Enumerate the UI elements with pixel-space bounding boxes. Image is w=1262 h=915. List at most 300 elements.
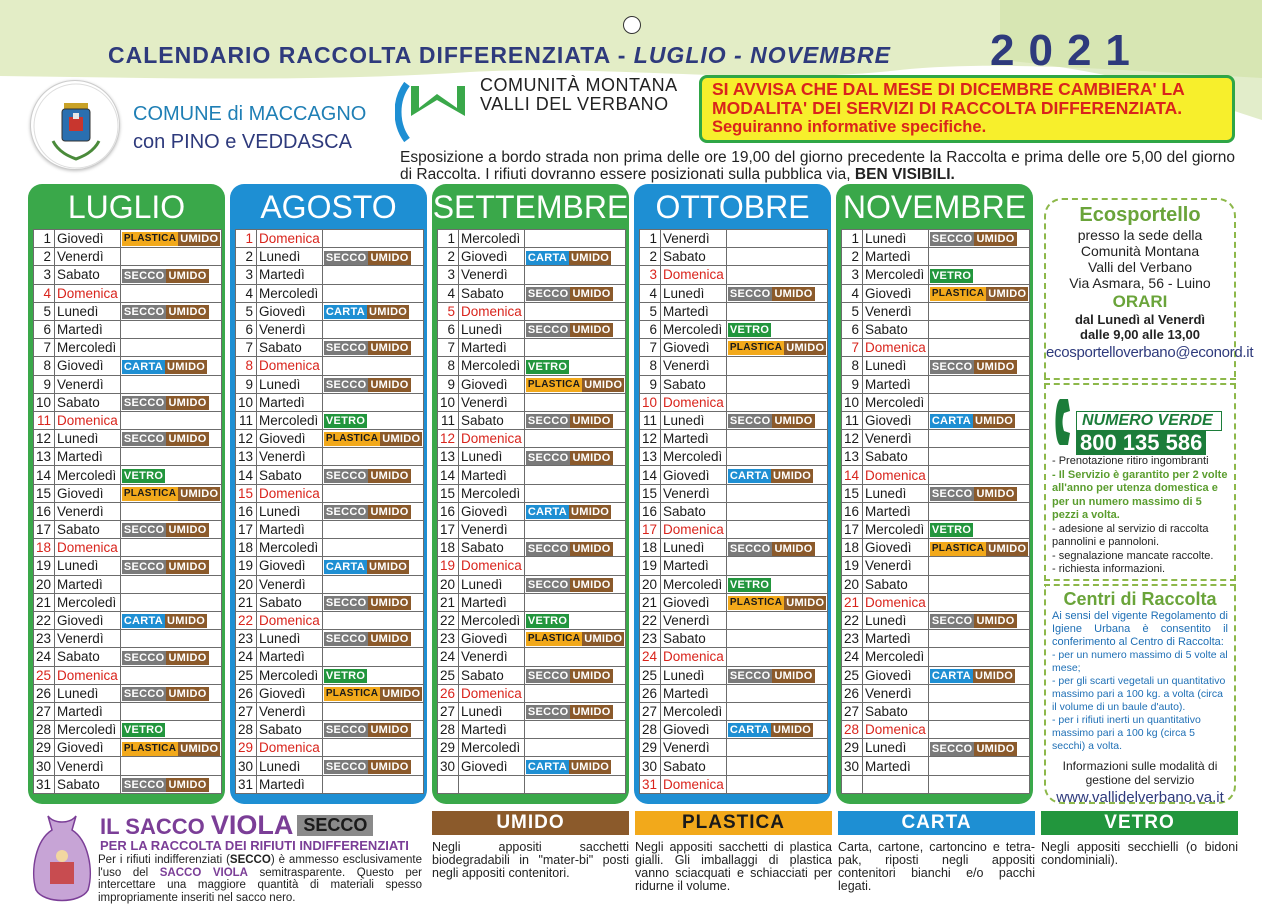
day-number: 1 — [842, 230, 863, 248]
day-number: 18 — [236, 539, 257, 557]
day-row — [640, 593, 828, 611]
weekday: Venerdì — [661, 357, 727, 375]
weekday: Lunedì — [661, 539, 727, 557]
day-row — [34, 702, 222, 720]
collection-cell — [726, 320, 828, 338]
weekday: Giovedì — [459, 248, 525, 266]
month-agosto — [230, 184, 427, 804]
secco-tag: SECCO — [931, 233, 973, 246]
collection-cell — [120, 502, 222, 520]
collection-cell — [726, 502, 828, 520]
day-row — [438, 284, 626, 302]
day-number: 14 — [640, 466, 661, 484]
weekday: Lunedì — [459, 575, 525, 593]
collection-cell — [120, 357, 222, 375]
weekday: Venerdì — [459, 393, 525, 411]
day-row — [34, 575, 222, 593]
weekday: Giovedì — [661, 721, 727, 739]
secco-tag: SECCO — [527, 706, 569, 719]
day-row — [640, 393, 828, 411]
day-number: 3 — [640, 266, 661, 284]
collection-cell — [120, 320, 222, 338]
weekday: Lunedì — [257, 375, 323, 393]
eco-email-link[interactable]: ecosportelloverbano@econord.it — [1046, 344, 1254, 361]
weekday: Venerdì — [55, 757, 121, 775]
day-row — [640, 448, 828, 466]
vetro-tag: VETRO — [931, 269, 972, 282]
day-row — [438, 539, 626, 557]
numero-verde-box — [1044, 383, 1236, 581]
day-row — [34, 757, 222, 775]
weekday: Giovedì — [459, 375, 525, 393]
weekday: Domenica — [55, 539, 121, 557]
umido-tag: UMIDO — [382, 433, 421, 446]
day-row — [236, 430, 424, 448]
umido-tag: UMIDO — [976, 360, 1015, 373]
umido-tag: UMIDO — [168, 524, 207, 537]
day-row — [34, 375, 222, 393]
day-row — [236, 721, 424, 739]
weekday: Lunedì — [459, 320, 525, 338]
day-row — [640, 430, 828, 448]
sacco-title: IL SACCO VIOLA SECCO — [100, 810, 373, 841]
day-row — [640, 466, 828, 484]
collection-cell — [322, 448, 424, 466]
day-number: 3 — [34, 266, 55, 284]
vetro-tag: VETRO — [931, 524, 972, 537]
day-number: 12 — [438, 430, 459, 448]
day-row — [236, 521, 424, 539]
day-row — [34, 557, 222, 575]
weekday: Sabato — [257, 721, 323, 739]
weekday: Lunedì — [863, 357, 929, 375]
weekday: Giovedì — [863, 539, 929, 557]
secco-tag: SECCO — [931, 360, 973, 373]
weekday: Martedì — [863, 375, 929, 393]
collection-cell — [928, 266, 1030, 284]
weekday: Mercoledì — [55, 466, 121, 484]
weekday: Giovedì — [661, 593, 727, 611]
weekday: Domenica — [257, 484, 323, 502]
secco-tag: SECCO — [527, 451, 569, 464]
collection-cell — [524, 757, 626, 775]
day-row — [640, 484, 828, 502]
collection-cell — [322, 284, 424, 302]
weekday: Mercoledì — [459, 230, 525, 248]
day-row — [842, 775, 1030, 793]
day-number: 17 — [438, 521, 459, 539]
weekday: Giovedì — [55, 611, 121, 629]
vetro-tag: VETRO — [123, 469, 164, 482]
day-row — [640, 721, 828, 739]
weekday: Venerdì — [661, 611, 727, 629]
day-number: 20 — [842, 575, 863, 593]
secco-tag: SECCO — [325, 251, 367, 264]
collection-cell — [524, 521, 626, 539]
collection-cell — [726, 593, 828, 611]
day-number: 7 — [438, 339, 459, 357]
month-table — [235, 229, 424, 794]
weekday: Mercoledì — [459, 484, 525, 502]
collection-cell — [524, 339, 626, 357]
carta-tag: CARTA — [931, 669, 971, 682]
day-number: 23 — [842, 630, 863, 648]
day-number: 5 — [438, 302, 459, 320]
day-row — [236, 539, 424, 557]
day-row — [236, 575, 424, 593]
weekday: Lunedì — [459, 702, 525, 720]
day-number: 3 — [842, 266, 863, 284]
collection-cell — [120, 666, 222, 684]
umido-tag: UMIDO — [370, 597, 409, 610]
collection-cell — [120, 430, 222, 448]
collection-cell — [120, 339, 222, 357]
day-number: 29 — [34, 739, 55, 757]
day-number: 16 — [236, 502, 257, 520]
day-row — [236, 484, 424, 502]
day-row — [438, 684, 626, 702]
collection-cell — [726, 411, 828, 429]
day-row — [236, 375, 424, 393]
website-link[interactable]: www.vallidelverbano.va.it — [1056, 789, 1224, 806]
weekday: Venerdì — [661, 739, 727, 757]
day-row — [34, 502, 222, 520]
secco-tag: SECCO — [527, 669, 569, 682]
weekday: Lunedì — [661, 666, 727, 684]
secco-tag: SECCO — [325, 633, 367, 646]
plastica-tag: PLASTICA — [123, 487, 177, 499]
day-row — [236, 248, 424, 266]
day-row — [640, 284, 828, 302]
nv-item: - adesione al servizio di raccolta pannolini e pannoloni. — [1052, 522, 1209, 548]
day-number: 4 — [842, 284, 863, 302]
day-number: 24 — [34, 648, 55, 666]
day-number: 15 — [236, 484, 257, 502]
day-row — [438, 630, 626, 648]
month-title: NOVEMBRE — [842, 189, 1027, 225]
plastica-tag: PLASTICA — [123, 742, 177, 754]
weekday: Martedì — [661, 302, 727, 320]
collection-cell — [322, 393, 424, 411]
day-number: 2 — [842, 248, 863, 266]
umido-tag: UMIDO — [167, 360, 206, 373]
day-row — [236, 775, 424, 793]
weekday: Sabato — [55, 266, 121, 284]
day-row — [34, 411, 222, 429]
day-row — [236, 339, 424, 357]
collection-cell — [524, 557, 626, 575]
secco-tag: SECCO — [527, 542, 569, 555]
numero-verde-number[interactable]: 800 135 586 — [1076, 431, 1206, 455]
weekday: Giovedì — [55, 357, 121, 375]
day-number: 18 — [34, 539, 55, 557]
day-row — [438, 721, 626, 739]
nv-item: - richiesta informazioni. — [1052, 563, 1166, 575]
weekday: Giovedì — [863, 411, 929, 429]
collection-cell — [928, 575, 1030, 593]
collection-cell — [928, 411, 1030, 429]
day-number: 8 — [236, 357, 257, 375]
collection-cell — [524, 248, 626, 266]
day-number: 5 — [236, 302, 257, 320]
day-row — [236, 702, 424, 720]
collection-cell — [726, 339, 828, 357]
collection-cell — [726, 557, 828, 575]
day-row — [236, 448, 424, 466]
day-number: 2 — [438, 248, 459, 266]
weekday: Domenica — [661, 521, 727, 539]
collection-cell — [726, 539, 828, 557]
carta-tag: CARTA — [527, 251, 567, 264]
collection-cell — [322, 502, 424, 520]
day-row — [236, 648, 424, 666]
sacco-viola-section — [28, 808, 424, 908]
day-number: 29 — [842, 739, 863, 757]
secco-tag: SECCO — [123, 688, 165, 700]
weekday: Domenica — [55, 411, 121, 429]
day-number: 18 — [842, 539, 863, 557]
collection-cell — [524, 320, 626, 338]
day-row — [34, 721, 222, 739]
day-number: 22 — [236, 611, 257, 629]
umido-tag: UMIDO — [168, 651, 207, 664]
collection-cell — [726, 248, 828, 266]
day-row — [842, 448, 1030, 466]
weekday: Sabato — [257, 466, 323, 484]
weekday: Domenica — [863, 339, 929, 357]
weekday: Venerdì — [55, 375, 121, 393]
collection-cell — [322, 666, 424, 684]
collection-cell — [322, 593, 424, 611]
day-row — [640, 630, 828, 648]
collection-cell — [322, 521, 424, 539]
weekday: Domenica — [257, 739, 323, 757]
collection-cell — [120, 684, 222, 702]
day-row — [640, 648, 828, 666]
weekday: Mercoledì — [863, 648, 929, 666]
eco-line: presso la sede della — [1077, 227, 1203, 243]
weekday: Martedì — [55, 448, 121, 466]
umido-tag: UMIDO — [571, 760, 610, 773]
umido-tag: UMIDO — [786, 342, 825, 355]
day-number: 10 — [34, 393, 55, 411]
day-number: 5 — [842, 302, 863, 320]
collection-cell — [524, 393, 626, 411]
collection-cell — [524, 630, 626, 648]
day-row — [640, 502, 828, 520]
sacco-text: Per i rifiuti indifferenziati (SECCO) è ammesso esclusivamente l'uso del SACCO VIOLA semitrasparente. Questo per intercettare una maggiore quantità di materiali spesso impropriamente inseriti nel sacco nero. — [98, 854, 422, 904]
collection-cell — [120, 302, 222, 320]
collection-cell — [322, 539, 424, 557]
weekday: Martedì — [55, 320, 121, 338]
plastica-tag: PLASTICA — [931, 542, 985, 554]
day-number: 8 — [640, 357, 661, 375]
secco-tag: SECCO — [325, 724, 367, 737]
day-row — [640, 611, 828, 629]
day-number: 2 — [640, 248, 661, 266]
collection-cell — [322, 339, 424, 357]
collection-cell — [322, 230, 424, 248]
day-row — [640, 266, 828, 284]
weekday — [863, 775, 929, 793]
collection-cell — [322, 739, 424, 757]
umido-tag: UMIDO — [976, 615, 1015, 628]
legend-text: Carta, cartone, cartoncino e tetra-pak, riposti negli appositi contenitori bianchi e/o pacchi legati. — [838, 840, 1035, 893]
plastica-tag: PLASTICA — [729, 597, 783, 609]
day-row — [842, 611, 1030, 629]
weekday: Venerdì — [257, 575, 323, 593]
day-row — [640, 320, 828, 338]
collection-cell — [524, 266, 626, 284]
collection-cell — [322, 775, 424, 793]
secco-tag: SECCO — [729, 415, 771, 428]
weekday: Sabato — [661, 248, 727, 266]
weekday: Domenica — [459, 430, 525, 448]
umido-tag: UMIDO — [774, 542, 813, 555]
centri-intro: Ai sensi del vigente Regolamento di Igiene Urbana è consentito il conferimento al Centro di Raccolta: — [1052, 610, 1228, 648]
secco-tag: SECCO — [123, 524, 165, 537]
collection-cell — [726, 484, 828, 502]
weekday: Domenica — [661, 648, 727, 666]
collection-cell — [726, 630, 828, 648]
collection-cell — [928, 484, 1030, 502]
centri-item: - per gli scarti vegetali un quantitativo massimo pari a 100 kg. a volta (circa il volume di un baule d'auto). — [1052, 675, 1226, 713]
day-number: 10 — [438, 393, 459, 411]
collection-cell — [726, 611, 828, 629]
collection-cell — [928, 539, 1030, 557]
weekday: Martedì — [863, 502, 929, 520]
day-number: 20 — [236, 575, 257, 593]
day-number: 12 — [842, 430, 863, 448]
weekday: Venerdì — [459, 521, 525, 539]
day-row — [438, 648, 626, 666]
umido-tag: UMIDO — [370, 633, 409, 646]
day-number: 6 — [34, 320, 55, 338]
centri-info: Informazioni sulle modalità di gestione del servizio — [1062, 759, 1218, 787]
collection-cell — [524, 357, 626, 375]
month-title: OTTOBRE — [655, 189, 810, 225]
comunita-montana-logo — [395, 72, 475, 152]
month-title: AGOSTO — [260, 189, 397, 225]
day-number: 29 — [640, 739, 661, 757]
weekday: Domenica — [661, 266, 727, 284]
centri-raccolta-box — [1044, 584, 1236, 804]
weekday: Lunedì — [863, 484, 929, 502]
umido-tag: UMIDO — [168, 306, 207, 319]
umido-tag: UMIDO — [572, 706, 611, 719]
collection-cell — [726, 284, 828, 302]
collection-cell — [928, 557, 1030, 575]
collection-cell — [322, 484, 424, 502]
day-row — [236, 502, 424, 520]
collection-cell — [524, 739, 626, 757]
day-row — [640, 375, 828, 393]
exposure-instructions: Esposizione a bordo strada non prima delle ore 19,00 del giorno precedente la Raccolta e prima delle ore 5,00 del giorno di Raccolta. I rifiuti dovranno essere posizionati sulla pubblica via, BEN VISIBILI. — [400, 149, 1235, 183]
umido-tag: UMIDO — [774, 669, 813, 682]
day-row — [842, 502, 1030, 520]
collection-cell — [322, 575, 424, 593]
umido-tag: UMIDO — [168, 397, 207, 409]
day-row — [640, 557, 828, 575]
weekday: Domenica — [55, 666, 121, 684]
day-number: 4 — [438, 284, 459, 302]
day-row — [842, 630, 1030, 648]
day-row — [34, 593, 222, 611]
day-row — [438, 702, 626, 720]
month-table — [841, 229, 1030, 794]
weekday: Sabato — [661, 630, 727, 648]
collection-cell — [726, 666, 828, 684]
day-row — [438, 375, 626, 393]
collection-cell — [322, 411, 424, 429]
day-number: 22 — [34, 611, 55, 629]
secco-tag: SECCO — [123, 397, 165, 409]
day-number: 25 — [34, 666, 55, 684]
day-row — [34, 230, 222, 248]
weekday: Mercoledì — [257, 666, 323, 684]
collection-cell — [928, 248, 1030, 266]
month-table — [33, 229, 222, 794]
day-number: 12 — [640, 430, 661, 448]
day-number: 17 — [640, 521, 661, 539]
collection-cell — [726, 430, 828, 448]
weekday: Venerdì — [863, 302, 929, 320]
carta-tag: CARTA — [527, 760, 567, 773]
day-number: 14 — [34, 466, 55, 484]
centri-item: - per un numero massimo di 5 volte al mese; — [1052, 649, 1228, 674]
day-row — [236, 357, 424, 375]
collection-cell — [322, 375, 424, 393]
umido-tag: UMIDO — [370, 251, 409, 264]
collection-cell — [120, 575, 222, 593]
weekday: Lunedì — [863, 739, 929, 757]
day-number: 10 — [842, 393, 863, 411]
day-number: 31 — [640, 775, 661, 793]
collection-cell — [322, 266, 424, 284]
vetro-tag: VETRO — [325, 669, 366, 682]
weekday: Mercoledì — [661, 575, 727, 593]
day-row — [34, 611, 222, 629]
carta-tag: CARTA — [527, 506, 567, 519]
weekday: Lunedì — [55, 430, 121, 448]
weekday: Venerdì — [257, 448, 323, 466]
collection-cell — [322, 702, 424, 720]
collection-cell — [524, 684, 626, 702]
weekday: Martedì — [661, 557, 727, 575]
day-number: 18 — [438, 539, 459, 557]
legend-umido — [432, 811, 629, 880]
carta-tag: CARTA — [729, 469, 769, 482]
collection-cell — [726, 375, 828, 393]
secco-tag: SECCO — [527, 324, 569, 337]
weekday: Martedì — [459, 593, 525, 611]
plastica-tag: PLASTICA — [527, 633, 581, 645]
umido-tag: UMIDO — [572, 578, 611, 591]
day-row — [842, 575, 1030, 593]
umido-tag: UMIDO — [988, 287, 1027, 300]
weekday: Martedì — [257, 648, 323, 666]
collection-cell — [524, 284, 626, 302]
day-number: 9 — [438, 375, 459, 393]
day-row — [438, 739, 626, 757]
day-row — [236, 411, 424, 429]
vetro-tag: VETRO — [325, 415, 366, 428]
collection-cell — [928, 302, 1030, 320]
secco-tag: SECCO — [729, 542, 771, 555]
collection-cell — [524, 593, 626, 611]
carta-tag: CARTA — [931, 415, 971, 428]
weekday: Domenica — [863, 721, 929, 739]
